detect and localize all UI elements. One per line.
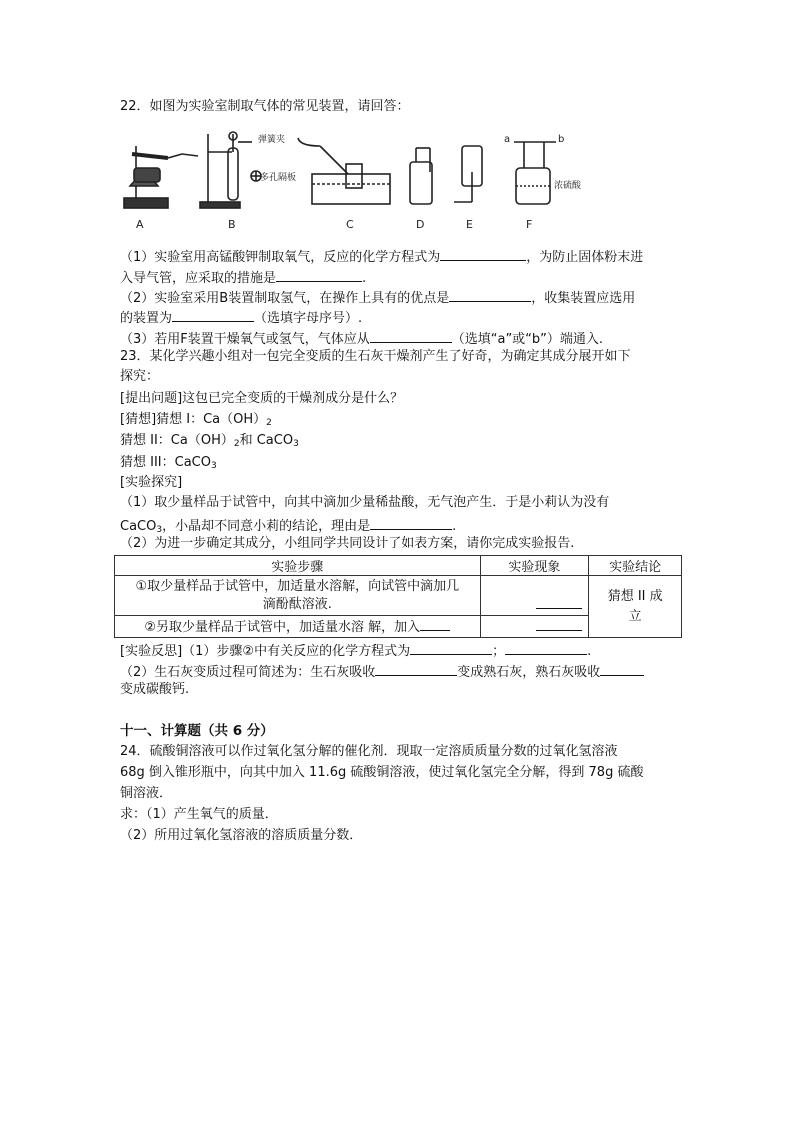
step1-cell: ①取少量样品于试管中，加适量水溶解，向试管中滴加几 滴酚酞溶液. [115, 576, 481, 616]
experiment-report-table [114, 555, 682, 638]
observation2-cell [480, 616, 589, 638]
q23-stem-line2: 探究： [120, 369, 160, 384]
label-e: E [466, 218, 473, 231]
q22-part1-line1: （1）实验室用高锰酸钾制取氧气，反应的化学方程式为 ，为防止固体粉末进 [120, 246, 643, 267]
label-d: D [416, 218, 425, 231]
header-conclusion: 实验结论 [589, 556, 682, 576]
section-title: 十一、计算题（共 6 分） [120, 723, 274, 739]
q23-question: [提出问题]这包已完全变质的干燥剂成分是什么？ [120, 391, 404, 406]
answer-blank[interactable] [375, 661, 457, 676]
answer-blank[interactable] [505, 640, 587, 655]
q23-explore1-line1: （1）取少量样品于试管中，向其中滴加少量稀盐酸，无气泡产生．于是小莉认为没有 [120, 495, 610, 510]
apparatus-e [454, 146, 482, 231]
q23-reflect1: [实验反思]（1）步骤②中有关反应的化学方程式为 ； . [120, 640, 591, 661]
q23-guess3: 猜想 III：CaCO$_3$ [120, 455, 217, 471]
lab-apparatus-figure [120, 128, 590, 234]
q24-line2: 68g 倒入锥形瓶中，向其中加入 11.6g 硫酸铜溶液，使过氧化氢完全分解，得到 78g 硫酸 [120, 765, 644, 780]
clip-label: 弹簧夹 [258, 135, 286, 145]
label-c: C [346, 218, 354, 231]
q22-part2-line1: （2）实验室采用B装置制取氢气，在操作上具有的优点是 ，收集装置应选用 [120, 287, 635, 308]
header-steps: 实验步骤 [115, 556, 481, 576]
q23-explore-heading: [实验探究] [120, 475, 183, 490]
answer-blank[interactable] [420, 616, 450, 631]
apparatus-b [200, 132, 261, 231]
conclusion-cell: 猜想 II 成 立 [589, 576, 682, 638]
answer-blank[interactable] [370, 328, 452, 343]
answer-blank[interactable] [536, 608, 582, 609]
port-b: b [558, 134, 565, 145]
q22-part2-line2: 的装置为 （选填字母序号）. [120, 307, 362, 328]
q24-line4: 求：（1）产生氧气的质量． [120, 807, 278, 822]
answer-blank[interactable] [410, 640, 492, 655]
q23-guess2: 猜想 II：$Ca(OH)_2$和 CaCO$_3$ [120, 433, 299, 449]
q22-part1-line2: 入导气管，应采取的措施是 . [120, 267, 366, 288]
answer-blank[interactable] [276, 267, 362, 282]
q23-explore2: （2）为进一步确定其成分，小组同学共同设计了如表方案，请你完成实验报告. [120, 536, 575, 551]
q23-stem-line1: 23．某化学兴趣小组对一包完全变质的生石灰干燥剂产生了好奇，为确定其成分展开如下 [120, 349, 631, 364]
acid-label: 浓硫酸 [554, 181, 582, 191]
answer-blank[interactable] [449, 287, 531, 302]
port-a: a [504, 134, 511, 145]
answer-blank[interactable] [600, 661, 644, 676]
q23-guess1: [猜想]猜想 I：$Ca(OH)_2$ [120, 412, 272, 428]
answer-blank[interactable] [172, 307, 254, 322]
apparatus-c [298, 138, 390, 231]
observation1-cell [480, 576, 589, 616]
label-b: B [228, 218, 236, 231]
step2-cell: ②另取少量样品于试管中，加适量水溶 解，加入 [115, 616, 481, 638]
apparatus-a [124, 146, 198, 231]
label-a: A [136, 218, 144, 231]
q24-line1: 24．硫酸铜溶液可以作过氧化氢分解的催化剂．现取一定溶质质量分数的过氧化氢溶液 [120, 744, 618, 759]
answer-blank[interactable] [440, 246, 526, 261]
q23-reflect2-line1: （2）生石灰变质过程可简述为：生石灰吸收 变成熟石灰，熟石灰吸收 [120, 661, 644, 682]
q24-line5: （2）所用过氧化氢溶液的溶质质量分数． [120, 828, 363, 843]
q24-line3: 铜溶液． [120, 786, 173, 801]
q23-explore1-line2: CaCO$_3$，小晶却不同意小莉的结论，理由是 . [120, 515, 456, 536]
label-f: F [526, 218, 533, 231]
q23-reflect2-line2: 变成碳酸钙. [120, 682, 190, 697]
plate-label: 多孔隔板 [260, 173, 297, 183]
q22-stem: 22．如图为实验室制取气体的常见装置，请回答： [120, 99, 410, 114]
header-observations: 实验现象 [480, 556, 589, 576]
apparatus-d [410, 148, 432, 231]
answer-blank[interactable] [536, 630, 582, 631]
answer-blank[interactable] [370, 515, 452, 530]
q22-part3: （3）若用F装置干燥氧气或氢气，气体应从 （选填“a”或“b”）端通入. [120, 328, 603, 349]
